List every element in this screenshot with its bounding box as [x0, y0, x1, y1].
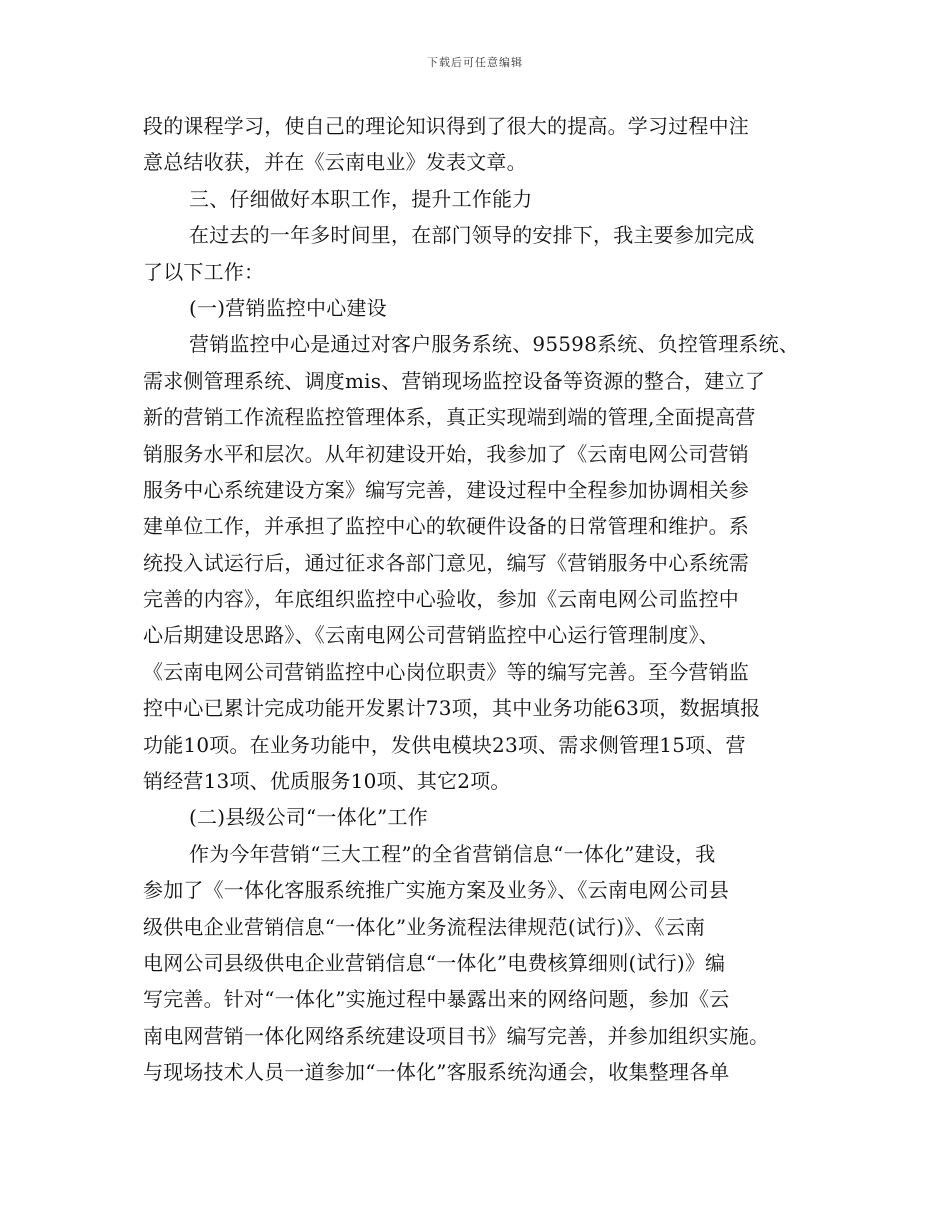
text-line: 电网公司县级供电企业营销信息“一体化”电费核算细则(试行)》编: [143, 950, 726, 975]
text-line: 建单位工作，并承担了监控中心的软硬件设备的日常管理和维护。系: [143, 514, 749, 539]
text-line: 需求侧管理系统、调度mis、营销现场监控设备等资源的整合，建立了: [143, 368, 766, 393]
text-line: 控中心已累计完成功能开发累计73项，其中业务功能63项，数据填报: [143, 696, 761, 721]
subsection-heading: (二)县级公司“一体化”工作: [189, 805, 428, 830]
document-body: [143, 108, 843, 1091]
section-heading: 三、仔细做好本职工作，提升工作能力: [189, 186, 533, 211]
text-line: 级供电企业营销信息“一体化”业务流程法律规范(试行)》、《云南: [143, 914, 706, 939]
paragraph-start: 营销监控中心是通过对客户服务系统、95598系统、负控管理系统、: [189, 332, 800, 357]
text-line: 了以下工作：: [143, 259, 265, 284]
text-line: 心后期建设思路》、《云南电网公司营销监控中心运行管理制度》、: [143, 623, 719, 648]
text-line: 写完善。针对“一体化”实施过程中暴露出来的网络问题，参加《云: [143, 987, 730, 1012]
text-line: 与现场技术人员一道参加“一体化”客服系统沟通会，收集整理各单: [143, 1060, 730, 1085]
subsection-heading: (一)营销监控中心建设: [189, 295, 387, 320]
text-line: 段的课程学习，使自己的理论知识得到了很大的提高。学习过程中注: [143, 114, 749, 138]
paragraph-start: 在过去的一年多时间里，在部门领导的安排下，我主要参加完成: [189, 223, 755, 248]
text-line: 参加了《一体化客服系统推广实施方案及业务》、《云南电网公司县: [143, 878, 729, 903]
text-line: 新的营销工作流程监控管理体系，真正实现端到端的管理,全面提高营: [143, 405, 756, 430]
page-header: 下载后可任意编辑: [427, 56, 523, 69]
paragraph-start: 作为今年营销“三大工程”的全省营销信息“一体化”建设，我: [189, 841, 716, 866]
text-line: 《云南电网公司营销监控中心岗位职责》等的编写完善。至今营销监: [143, 659, 749, 684]
text-line: 功能10项。在业务功能中，发供电模块23项、需求侧管理15项、营: [143, 732, 746, 757]
text-line: 南电网营销一体化网络系统建设项目书》编写完善，并参加组织实施。: [143, 1023, 770, 1048]
text-line: 销经营13项、优质服务10项、其它2项。: [143, 769, 511, 794]
text-line: 意总结收获，并在《云南电业》发表文章。: [143, 150, 527, 175]
text-line: 完善的内容》，年底组织监控中心验收，参加《云南电网公司监控中: [143, 587, 739, 612]
text-line: 统投入试运行后，通过征求各部门意见，编写《营销服务中心系统需: [143, 550, 749, 575]
text-line: 销服务水平和层次。从年初建设开始，我参加了《云南电网公司营销: [143, 441, 749, 466]
text-line: 服务中心系统建设方案》编写完善，建设过程中全程参加协调相关参: [143, 477, 749, 502]
